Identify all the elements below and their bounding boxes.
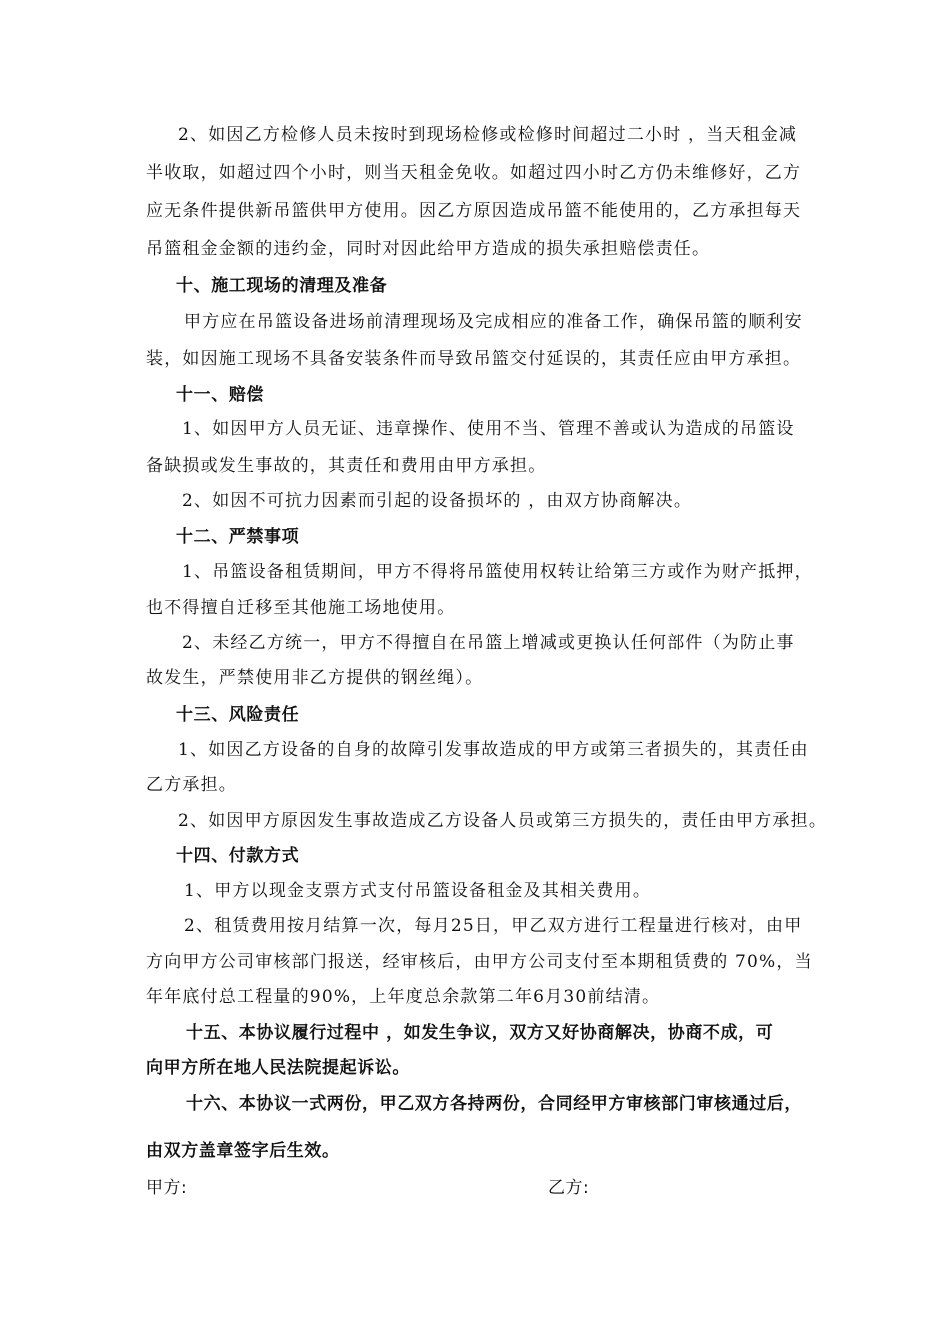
section-heading-14: 十四、付款方式 [176, 846, 300, 866]
clause-10-line-2: 装，如因施工现场不具备安装条件而导致吊篮交付延误的，其责任应由甲方承担。 [146, 349, 802, 369]
clause-9-item-2-line-3: 应无条件提供新吊篮供甲方使用。因乙方原因造成吊篮不能使用的，乙方承担每天 [146, 201, 802, 221]
clause-9-item-2-line-1: 2、如因乙方检修人员未按时到现场检修或检修时间超过二小时 ，当天租金减 [178, 125, 798, 145]
clause-12-item-2-line-2: 故发生，严禁使用非乙方提供的钢丝绳）。 [146, 668, 484, 688]
clause-15-line-2: 向甲方所在地人民法院提起诉讼。 [146, 1058, 410, 1078]
clause-9-item-2-line-4: 吊篮租金金额的违约金，同时对因此给甲方造成的损失承担赔偿责任。 [146, 239, 711, 259]
clause-13-item-1-line-1: 1、如因乙方设备的自身的故障引发事故造成的甲方或第三者损失的，其责任由 [178, 740, 809, 760]
section-heading-10: 十、施工现场的清理及准备 [176, 276, 388, 296]
section-heading-12: 十二、严禁事项 [176, 527, 300, 547]
clause-14-item-2-line-1: 2、租赁费用按月结算一次，每月25日，甲乙双方进行工程量进行核对，由甲 [184, 916, 803, 936]
clause-10-line-1: 甲方应在吊篮设备进场前清理现场及完成相应的准备工作，确保吊篮的顺利安 [184, 312, 803, 332]
clause-16-line-2: 由双方盖章签字后生效。 [146, 1141, 340, 1161]
clause-9-item-2-line-2: 半收取，如超过四个小时，则当天租金免收。如超过四小时乙方仍未维修好，乙方 [146, 163, 802, 183]
clause-16-line-1: 十六、本协议一式两份，甲乙双方各持两份，合同经甲方审核部门审核通过后， [186, 1094, 802, 1114]
clause-12-item-2-line-1: 2、未经乙方统一，甲方不得擅自在吊篮上增减或更换认任何部件（为防止事 [182, 633, 795, 653]
party-a-signature-label: 甲方: [146, 1178, 188, 1198]
clause-14-item-2-line-3: 年年底付总工程量的90%，上年度总余款第二年6月30前结清。 [146, 987, 661, 1007]
clause-11-item-1-line-1: 1、如因甲方人员无证、违章操作、使用不当、管理不善或认为造成的吊篮设 [182, 419, 795, 439]
clause-12-item-1-line-1: 1、吊篮设备租赁期间，甲方不得将吊篮使用权转让给第三方或作为财产抵押， [182, 562, 813, 582]
clause-14-item-1: 1、甲方以现金支票方式支付吊篮设备租金及其相关费用。 [184, 881, 652, 901]
section-heading-11: 十一、赔偿 [176, 385, 264, 405]
clause-14-item-2-line-2: 方向甲方公司审核部门报送，经审核后，由甲方公司支付至本期租赁费的 70%，当 [146, 952, 813, 972]
clause-11-item-2: 2、如因不可抗力因素而引起的设备损坏的 ，由双方协商解决。 [182, 491, 693, 511]
clause-12-item-1-line-2: 也不得擅自迁移至其他施工场地使用。 [146, 598, 456, 618]
clause-13-item-1-line-2: 乙方承担。 [146, 775, 237, 795]
section-heading-13: 十三、风险责任 [176, 705, 300, 725]
clause-15-line-1: 十五、本协议履行过程中 ，如发生争议，双方又好协商解决，协商不成，可 [186, 1023, 774, 1043]
clause-13-item-2: 2、如因甲方原因发生事故造成乙方设备人员或第三方损失的，责任由甲方承担。 [178, 811, 828, 831]
party-b-signature-label: 乙方: [548, 1178, 590, 1198]
clause-11-item-1-line-2: 备缺损或发生事故的，其责任和费用由甲方承担。 [146, 456, 547, 476]
